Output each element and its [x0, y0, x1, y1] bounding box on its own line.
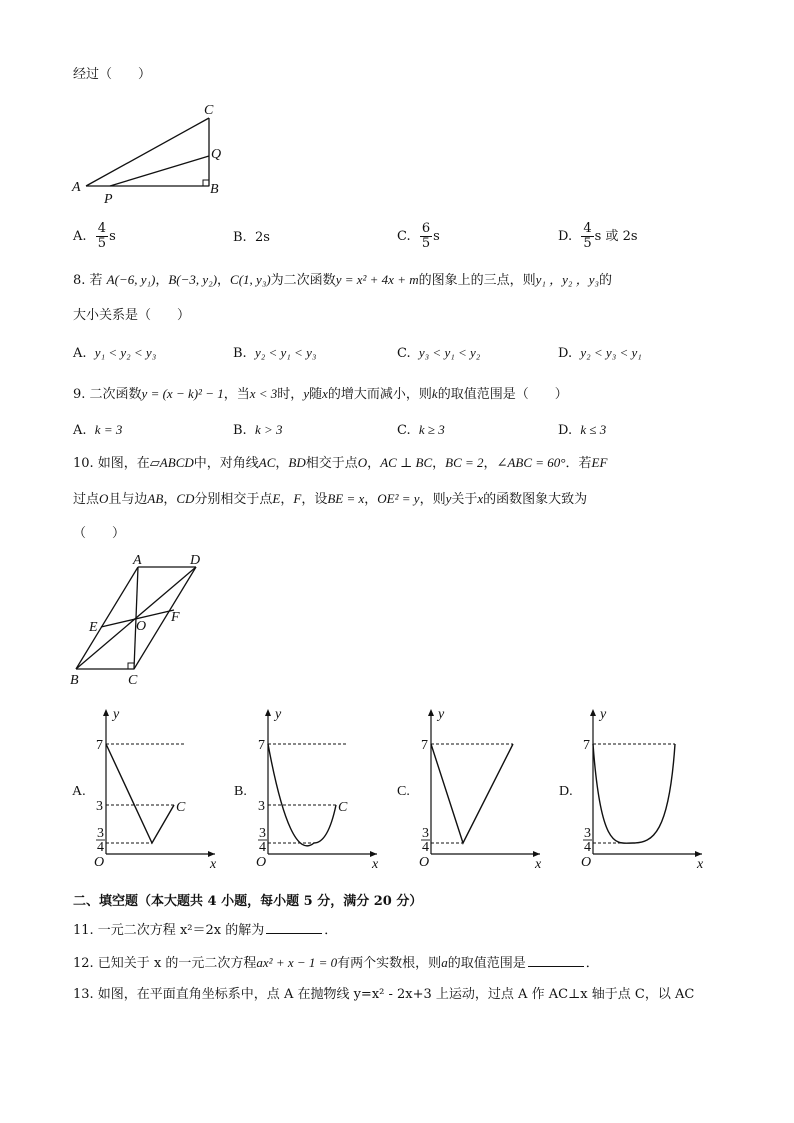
x-axis-label: x — [372, 857, 379, 872]
q8-option-d[interactable]: D. y₂ < y₃ < y₁ — [558, 345, 642, 361]
tick-label-3-4-num: 3 — [422, 826, 429, 841]
label-A: A — [72, 180, 81, 195]
label-C: C — [338, 800, 348, 815]
q9-stem: 9. 二次函数y = (x − k)² − 1，当x < 3时，y随x的增大而减小，则k的取值范围是（ ） — [73, 386, 568, 402]
tick-label-7: 7 — [421, 738, 428, 753]
origin-label: O — [581, 855, 592, 870]
q7-triangle-figure — [70, 98, 240, 210]
q11: 11. 一元二次方程 x²＝2x 的解为 ． — [73, 923, 338, 938]
label-B: B — [70, 673, 79, 688]
tick-label-3-4-den: 4 — [584, 840, 591, 855]
tick-label-3-4-den: 4 — [259, 840, 266, 855]
q8-option-a[interactable]: A. y₁ < y₂ < y₃ — [73, 345, 157, 361]
q9-option-d[interactable]: D. k ≤ 3 — [558, 422, 607, 438]
q10-parallelogram-figure — [70, 553, 210, 688]
section-2-heading: 二、填空题（本大题共 4 小题，每小题 5 分，满分 20 分） — [73, 894, 423, 909]
x-axis-label: x — [210, 857, 217, 872]
y-axis-label: y — [438, 707, 445, 722]
q7-option-b[interactable]: B. 2s — [233, 230, 270, 245]
tick-label-3-4-num: 3 — [584, 826, 591, 841]
label-Q: Q — [211, 147, 222, 162]
origin-label: O — [256, 855, 267, 870]
function-curve — [431, 744, 513, 843]
q8-stem-line1: 8. 若 A(−6, y₁)，B(−3, y₂)，C(1, y₃)为二次函数y = x² + 4x + m的图象上的三点，则y₁ ，y₂ ，y₃的 — [73, 272, 613, 288]
label-D: D — [190, 553, 201, 568]
y-axis-label: y — [275, 707, 282, 722]
option-letter: D. — [559, 784, 573, 799]
q7-option-c[interactable]: C. $\frac{6}{5}$ s — [397, 221, 440, 251]
label-P: P — [104, 192, 113, 207]
function-curve — [268, 744, 336, 846]
q7-tail: 经过（ ） — [73, 67, 152, 82]
y-axis-label: y — [600, 707, 607, 722]
label-E: E — [89, 620, 98, 635]
y-axis-arrow — [103, 709, 109, 716]
q10-graph-option-a[interactable] — [70, 703, 220, 873]
q8-option-b[interactable]: B. y₂ < y₁ < y₃ — [233, 345, 317, 361]
x-axis-label: x — [697, 857, 704, 872]
option-letter: B. — [234, 784, 247, 799]
q9-option-a[interactable]: A. k = 3 — [73, 422, 123, 438]
tick-label-3: 3 — [96, 799, 103, 814]
q10-stem-line2: 过点O且与边AB，CD分别相交于点E，F，设BE = x，OE² = y，则y关于x的函数图象大致为 — [73, 491, 588, 507]
option-letter: C. — [397, 784, 410, 799]
q10-graph-option-c[interactable] — [395, 703, 545, 873]
q9-option-c[interactable]: C. k ≥ 3 — [397, 422, 445, 438]
tick-label-3-4-den: 4 — [422, 840, 429, 855]
x-axis-label: x — [535, 857, 542, 872]
option-letter: A. — [72, 784, 86, 799]
tick-label-7: 7 — [96, 738, 103, 753]
function-curve — [593, 744, 675, 843]
origin-label: O — [94, 855, 105, 870]
q7-option-d[interactable]: D. $\frac{4}{5}$ s 或 2s — [558, 221, 638, 251]
tick-label-7: 7 — [583, 738, 590, 753]
q10-stem-line1: 10. 如图，在▱ABCD中，对角线AC，BD相交于点O，AC ⊥ BC，BC = 2，∠ABC = 60°．若EF — [73, 455, 608, 471]
q10-stem-line3: （ ） — [73, 526, 126, 541]
label-B: B — [210, 182, 219, 197]
q8-stem-line2: 大小关系是（ ） — [73, 308, 191, 323]
y-axis-arrow — [428, 709, 434, 716]
origin-label: O — [419, 855, 430, 870]
function-curve — [106, 744, 174, 843]
label-A: A — [133, 553, 142, 568]
label-C: C — [204, 103, 214, 118]
y-axis-arrow — [590, 709, 596, 716]
y-axis-arrow — [265, 709, 271, 716]
label-C: C — [128, 673, 138, 688]
tick-label-3-4-den: 4 — [97, 840, 104, 855]
label-O: O — [136, 619, 147, 634]
tick-label-3-4-num: 3 — [259, 826, 266, 841]
tick-label-7: 7 — [258, 738, 265, 753]
q12-answer-blank[interactable] — [528, 954, 584, 967]
q7-option-a[interactable]: A. $\frac{4}{5}$ s — [73, 221, 116, 251]
label-C: C — [176, 800, 186, 815]
label-F: F — [171, 610, 180, 625]
y-axis-label: y — [113, 707, 120, 722]
q8-option-c[interactable]: C. y₃ < y₁ < y₂ — [397, 345, 481, 361]
q10-graph-option-d[interactable] — [557, 703, 707, 873]
tick-label-3-4-num: 3 — [97, 826, 104, 841]
q11-answer-blank[interactable] — [266, 921, 322, 934]
q9-option-b[interactable]: B. k > 3 — [233, 422, 283, 438]
tick-label-3: 3 — [258, 799, 265, 814]
q10-graph-option-b[interactable] — [232, 703, 382, 873]
q13: 13. 如图，在平面直角坐标系中，点 A 在抛物线 y=x² - 2x+3 上运动，过点 A 作 AC⊥x 轴于点 C，以 AC — [73, 987, 695, 1002]
q12: 12. 已知关于 x 的一元二次方程ax² + x − 1 = 0有两个实数根，则a的取值范围是 ． — [73, 955, 599, 971]
